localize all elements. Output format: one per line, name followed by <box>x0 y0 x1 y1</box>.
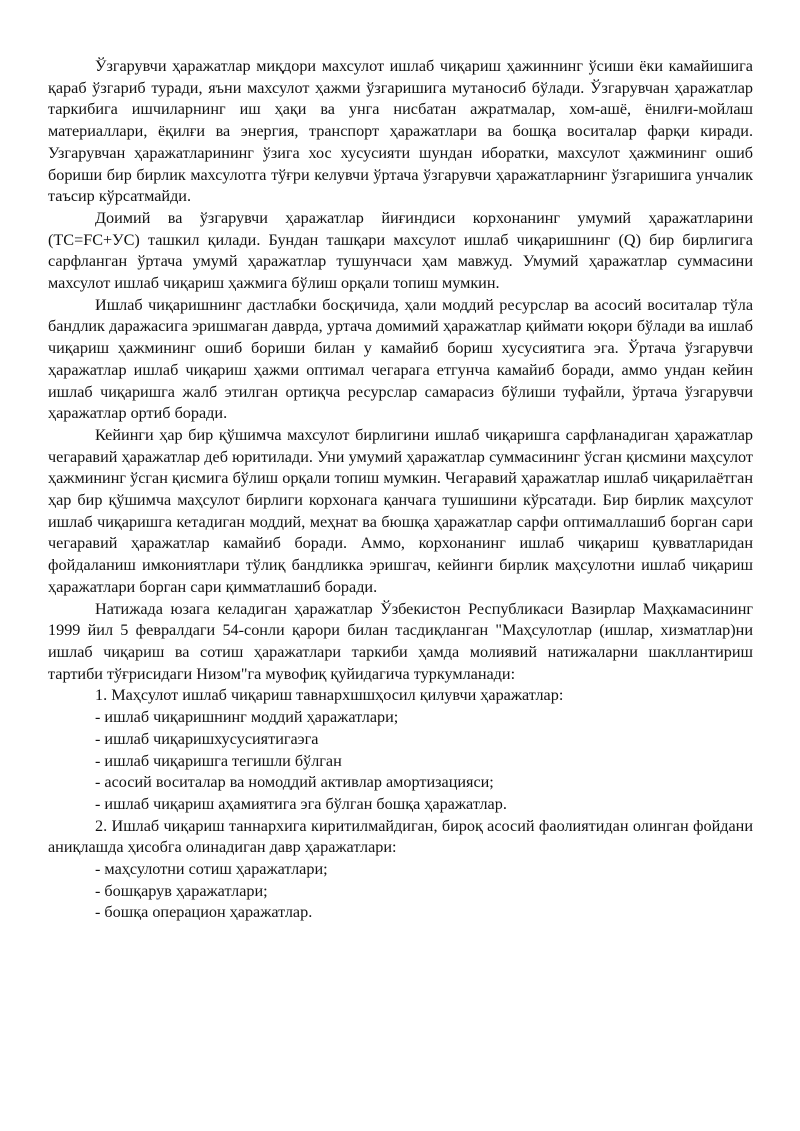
section-1-heading: 1. Маҳсулот ишлаб чиқариш тавнархшшҳосил қилувчи ҳаражатлар: <box>95 686 564 705</box>
section-2-heading: 2. Ишлаб чиқариш таннархига киритилмайдиган, бироқ асосий фаолиятидан олинган фойдани аниқлашда ҳисобга олинадиган давр ҳаражатлари: <box>48 816 753 857</box>
section-production-costs <box>48 685 753 815</box>
paragraph-total-costs: Доимий ва ўзгарувчи ҳаражатлар йиғиндиси корхонанинг умумий ҳаражатларини (TC=FC+УС) ташкил қилади. Бундан ташқари махсулот ишлаб чиқаришнинг (Q) бир бирлигига сарфланган ўртача умумй ҳаражатлар тушунчаси ҳам мавжуд. Умумий ҳаражатлар суммасини махсулот ишлаб чиқариш ҳажмига бўлиш орқали топиш мумкин. <box>48 208 753 293</box>
list-item: - асосий воситалар ва номоддий активлар амортизацияси; <box>95 773 494 792</box>
list-item: - бошқарув ҳаражатлари; <box>95 881 268 900</box>
paragraph-variable-costs: Ўзгарувчи ҳаражатлар миқдори махсулот ишлаб чиқариш ҳажиннинг ўсиши ёки камайишига қараб ўзгариб туради, яъни махсулот ҳажми ўзгаришига мутаносиб бўлади. Ўзгарувчан ҳаражатлар таркибига ишчиларнинг иш ҳақи ва унга нисбатан ажратмалар, хом-ашё, ёнилғи-мойлаш материаллари, ёқилғи ва энергия, транспорт ҳаражатлари ва бошқа воситалар фарқи киради. Узгарувчан ҳаражатларининг ўзига хос хусусияти шундан иборатки, махсулот ҳажмининг ошиб бориши бир бирлик махсулотга тўғри келувчи ўртача ўзгарувчи ҳаражатларнинг ўзгаришига унчалик таъсир кўрсатмайди. <box>48 57 753 206</box>
list-item: - ишлаб чиқаришга тегишли бўлган <box>95 751 342 770</box>
list-item: - ишлаб чиқариш аҳамиятига эга бўлган бошқа ҳаражатлар. <box>95 794 507 813</box>
paragraph-classification: Натижада юзага келадиган ҳаражатлар Ўзбекистон Республикаси Вазирлар Маҳкамасининг 1999 йил 5 февралдаги 54-сонли қарори билан тасдиқланган "Маҳсулотлар (ишлар, хизматлар)ни ишлаб чиқариш ва сотиш ҳаражатлари таркиби ҳамда молиявий натижаларни шакллантириш тартиби тўғрисидаги Низом"га мувофиқ қуйидагича туркумланади: <box>48 599 753 683</box>
list-item: - ишлаб чиқаришхусусиятигаэга <box>95 729 319 748</box>
list-item: - бошқа операцион ҳаражатлар. <box>95 903 313 922</box>
document-page <box>48 56 753 924</box>
paragraph-marginal-costs: Кейинги ҳар бир қўшимча махсулот бирлигини ишлаб чиқаришга сарфланадиган ҳаражатлар чегаравий ҳаражатлар деб юритилади. Уни умумий ҳаражатлар суммасининг ўсган қисмини маҳсулот ҳажмининг ўсган қисмига бўлиш орқали топиш мумкин. Чегаравий ҳаражатлар ишлаб чиқарилаётган ҳар бир қўшимча маҳсулот бирлиги корхонага қанчага тушишини кўрсатади. Бир бирлик маҳсулот ишлаб чиқаришга кетадиган моддий, меҳнат ва бюшқа ҳаражатлар сарфи оптималлашиб борган сари чегаравий ҳаражатлар камайиб боради. Аммо, корхонанинг ишлаб чиқариш қувватларидан фойдаланиш имкониятлари тўлиқ бандликка эришгач, кейинги бирлик маҳсулотни ишлаб чиқариш ҳаражатлари борган сари қимматлашиб боради. <box>48 425 753 596</box>
paragraph-average-costs: Ишлаб чиқаришнинг дастлабки босқичида, ҳали моддий ресурслар ва асосий воситалар тўла бандлик даражасига эришмаган даврда, уртача домимий ҳаражатлар қиймати юқори бўлади ва ишлаб чиқариш ҳажмининг ошиб бориши билан у камайиб бориш хусусиятига эга. Ўртача ўзгарувчи ҳаражатлар ишлаб чиқариш ҳажми оптимал чегарага етгунча камайиб боради, аммо ундан кейин ишлаб чиқаришга жалб этилган ортиқча ресурслар самарасиз бўлиши туфайли, ўртача ўзгарувчи ҳаражатлар ортиб боради. <box>48 295 753 423</box>
list-item: - ишлаб чиқаришнинг моддий ҳаражатлари; <box>95 708 399 727</box>
list-item: - маҳсулотни сотиш ҳаражатлари; <box>95 860 328 879</box>
section-period-costs <box>48 816 753 925</box>
